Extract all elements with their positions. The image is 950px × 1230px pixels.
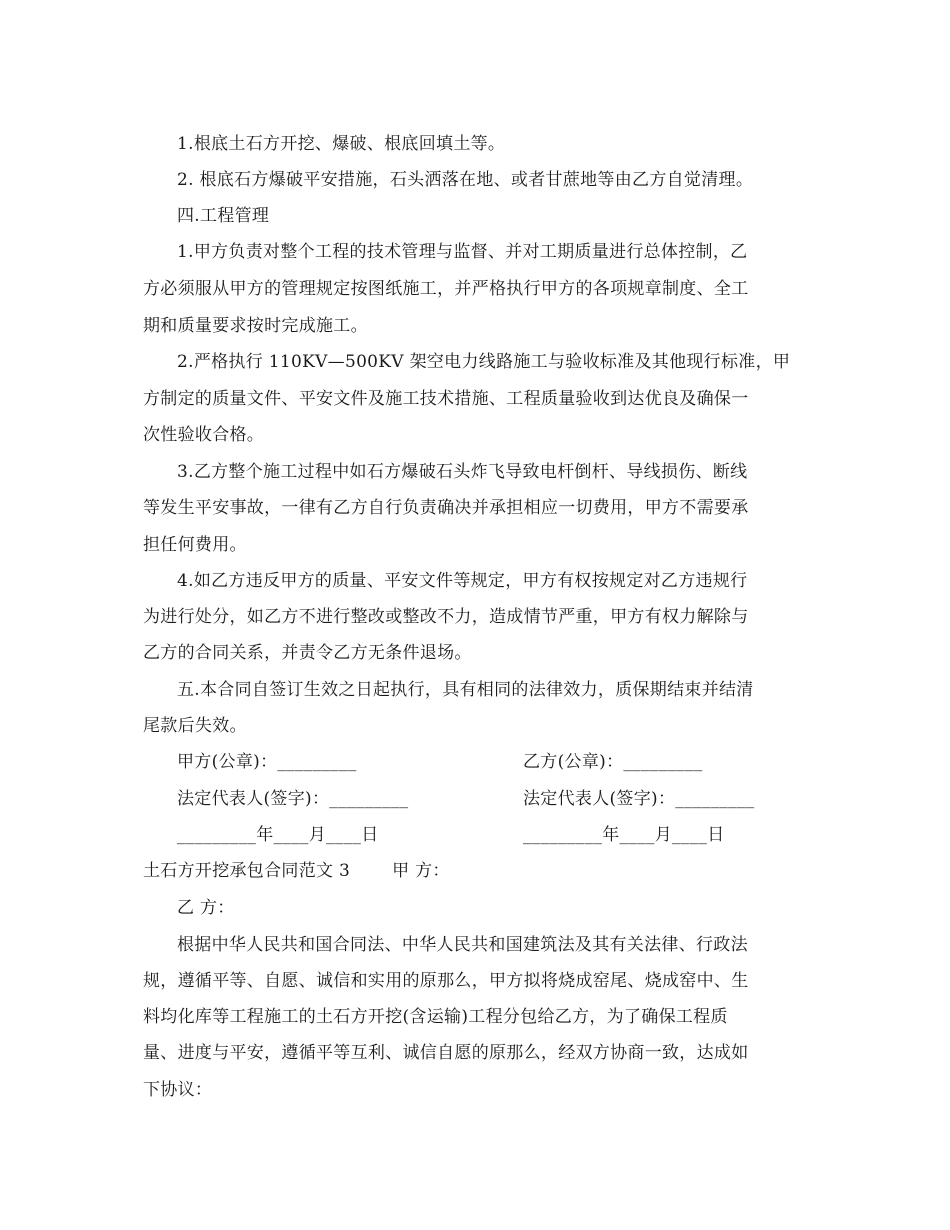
clause-3-line-1: 3.乙方整个施工过程中如石方爆破石头炸飞导致电杆倒杆、导线损伤、断线: [177, 462, 748, 482]
sample-3-intro-line-1: 根据中华人民共和国合同法、中华人民共和国建筑法及其有关法律、行政法: [177, 935, 748, 955]
clause-1-line-1: 1.甲方负责对整个工程的技术管理与监督、并对工期质量进行总体控制，乙: [177, 242, 748, 262]
party-a-seal-field: 甲方(公章)：_________: [177, 752, 357, 772]
sample-3-party-a: 甲 方：: [392, 861, 450, 881]
clause-1-line-2: 方必须服从甲方的管理规定按图纸施工，并严格执行甲方的各项规章制度、全工: [143, 279, 749, 299]
item-blasting-safety: 2. 根底石方爆破平安措施，石头洒落在地、或者甘蔗地等由乙方自觉清理。: [177, 170, 754, 190]
clause-4-line-1: 4.如乙方违反甲方的质量、平安文件等规定，甲方有权按规定对乙方违规行: [177, 571, 748, 591]
clause-2-line-1: 2.严格执行 110KV—500KV 架空电力线路施工与验收标准及其他现行标准，甲: [177, 352, 791, 372]
clause-3-line-2: 等发生平安事故，一律有乙方自行负责确决并承担相应一切费用，甲方不需要承: [143, 498, 749, 518]
sample-3-intro-line-4: 量、进度与平安，遵循平等互利、诚信自愿的原那么，经双方协商一致，达成如: [143, 1043, 749, 1063]
sample-3-intro-line-3: 料均化库等工程施工的土石方开挖(含运输)工程分包给乙方，为了确保工程质: [143, 1007, 728, 1027]
clause-2-line-3: 次性验收合格。: [143, 425, 265, 445]
sample-3-intro-line-5: 下协议：: [143, 1080, 213, 1100]
sample-3-title: 土石方开挖承包合同范文 3: [143, 861, 351, 881]
item-earthwork-scope: 1.根底土石方开挖、爆破、根底回填土等。: [177, 134, 506, 154]
clause-4-line-2: 为进行处分，如乙方不进行整改或整改不力，造成情节严重，甲方有权力解除与: [143, 607, 749, 627]
party-b-date-field: _________年____月____日: [523, 825, 725, 845]
clause-3-line-3: 担任何费用。: [143, 535, 247, 555]
clause-1-line-3: 期和质量要求按时完成施工。: [143, 316, 368, 336]
clause-2-line-2: 方制定的质量文件、平安文件及施工技术措施、工程质量验收到达优良及确保一: [143, 389, 749, 409]
party-b-seal-field: 乙方(公章)：_________: [523, 752, 703, 772]
sample-3-party-b: 乙 方：: [177, 898, 235, 918]
clause-5-line-1: 五.本合同自签订生效之日起执行，具有相同的法律效力，质保期结束并结清: [177, 680, 754, 700]
sample-3-intro-line-2: 规，遵循平等、自愿、诚信和实用的原那么，甲方拟将烧成窑尾、烧成窑中、生: [143, 971, 749, 991]
party-a-date-field: _________年____月____日: [177, 825, 379, 845]
party-b-representative-field: 法定代表人(签字)：_________: [523, 789, 755, 809]
section-four-heading: 四.工程管理: [177, 206, 270, 226]
party-a-representative-field: 法定代表人(签字)：_________: [177, 789, 409, 809]
clause-4-line-3: 乙方的合同关系，并责令乙方无条件退场。: [143, 643, 472, 663]
clause-5-line-2: 尾款后失效。: [143, 716, 247, 736]
sample-3-title-row: [143, 861, 450, 881]
